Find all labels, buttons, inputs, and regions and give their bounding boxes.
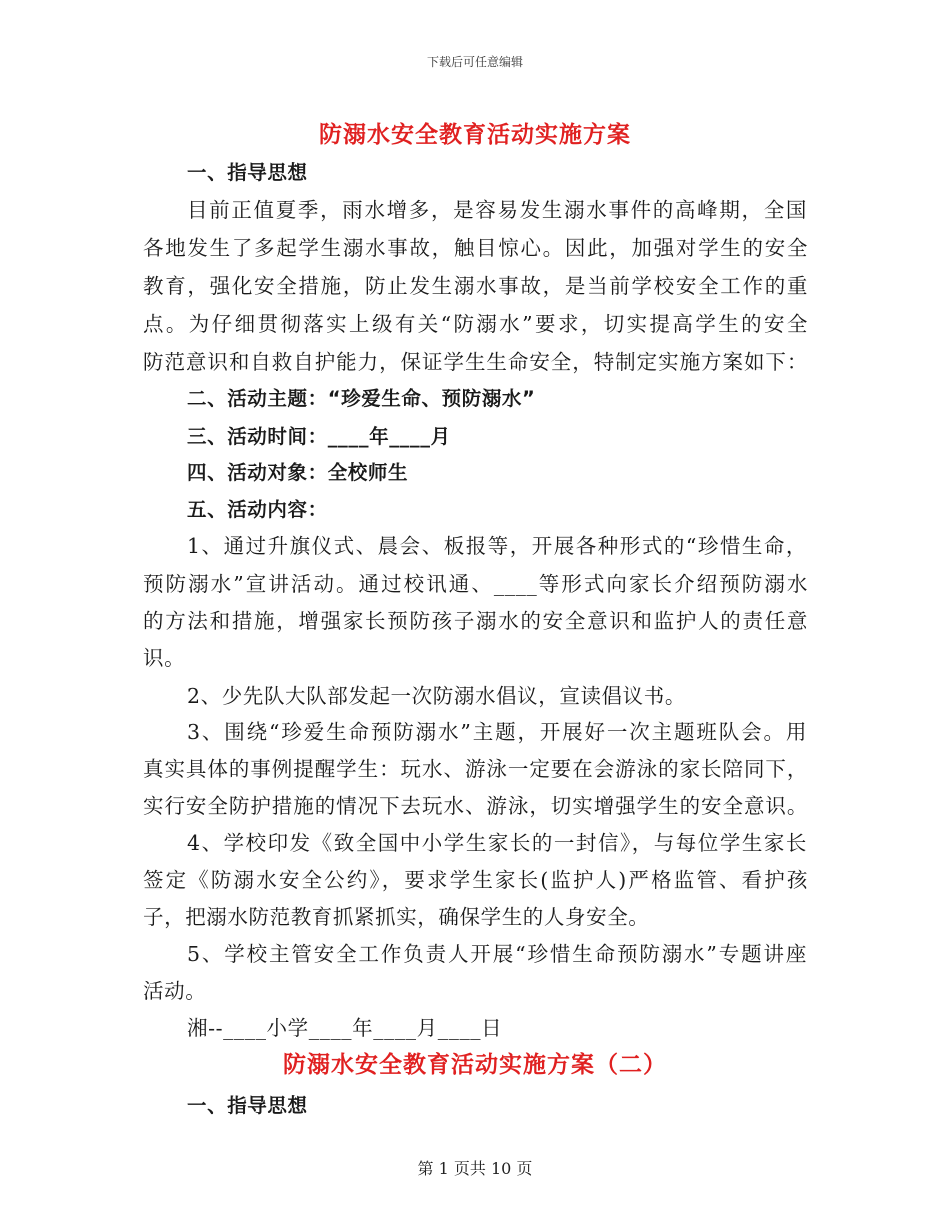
document-title-part-two: 防溺水安全教育活动实施方案（二） — [283, 1052, 667, 1078]
section-activity-target: 四、活动对象：全校师生 — [187, 461, 409, 484]
document-title: 防溺水安全教育活动实施方案 — [319, 122, 631, 148]
signature-line: 湘--____小学____年____月____日 — [187, 1016, 503, 1040]
page-number-footer: 第 1 页共 10 页 — [417, 1159, 533, 1178]
section-heading-guiding-ideology-part-two: 一、指导思想 — [187, 1094, 308, 1117]
section-activity-time: 三、活动时间：____年____月 — [187, 425, 451, 448]
section-heading-guiding-ideology: 一、指导思想 — [187, 161, 308, 184]
paragraph-line: 签定《防溺水安全公约》，要求学生家长(监护人)严格监管、看护孩 — [143, 868, 808, 892]
paragraph-line: 活动。 — [143, 979, 207, 1003]
paragraph-line: 各地发生了多起学生溺水事故，触目惊心。因此，加强对学生的安全 — [143, 236, 808, 260]
paragraph-line: 教育，强化安全措施，防止发生溺水事故，是当前学校安全工作的重 — [143, 274, 808, 298]
paragraph-line: 防范意识和自救自护能力，保证学生生命安全，特制定实施方案如下： — [143, 350, 808, 374]
paragraph-line: 真实具体的事例提醒学生：玩水、游泳一定要在会游泳的家长陪同下， — [143, 757, 808, 781]
paragraph-line: 预防溺水”宣讲活动。通过校讯通、____等形式向家长介绍预防溺水 — [143, 572, 808, 596]
paragraph-line: 的方法和措施，增强家长预防孩子溺水的安全意识和监护人的责任意 — [143, 609, 808, 633]
section-activity-content: 五、活动内容： — [187, 498, 328, 521]
paragraph-line: 点。为仔细贯彻落实上级有关“防溺水”要求，切实提高学生的安全 — [143, 312, 808, 336]
paragraph-line: 1、通过升旗仪式、晨会、板报等，开展各种形式的“珍惜生命， — [187, 534, 807, 558]
paragraph-line: 3、围绕“珍爱生命预防溺水”主题，开展好一次主题班队会。用 — [187, 720, 807, 744]
content-item-2: 2、少先队大队部发起一次防溺水倡议，宣读倡议书。 — [187, 684, 686, 708]
paragraph-line: 5、学校主管安全工作负责人开展“珍惜生命预防溺水”专题讲座 — [187, 942, 807, 966]
paragraph-line: 子，把溺水防范教育抓紧抓实，确保学生的人身安全。 — [143, 905, 650, 929]
paragraph-line: 实行安全防护措施的情况下去玩水、游泳，切实增强学生的安全意识。 — [143, 794, 808, 818]
section-activity-theme: 二、活动主题：“珍爱生命、预防溺水” — [187, 387, 536, 410]
page-header-note: 下载后可任意编辑 — [426, 55, 523, 69]
paragraph-line: 识。 — [143, 646, 186, 670]
paragraph-line: 目前正值夏季，雨水增多，是容易发生溺水事件的高峰期，全国 — [187, 198, 807, 222]
paragraph-line: 4、学校印发《致全国中小学生家长的一封信》，与每位学生家长 — [187, 831, 807, 855]
